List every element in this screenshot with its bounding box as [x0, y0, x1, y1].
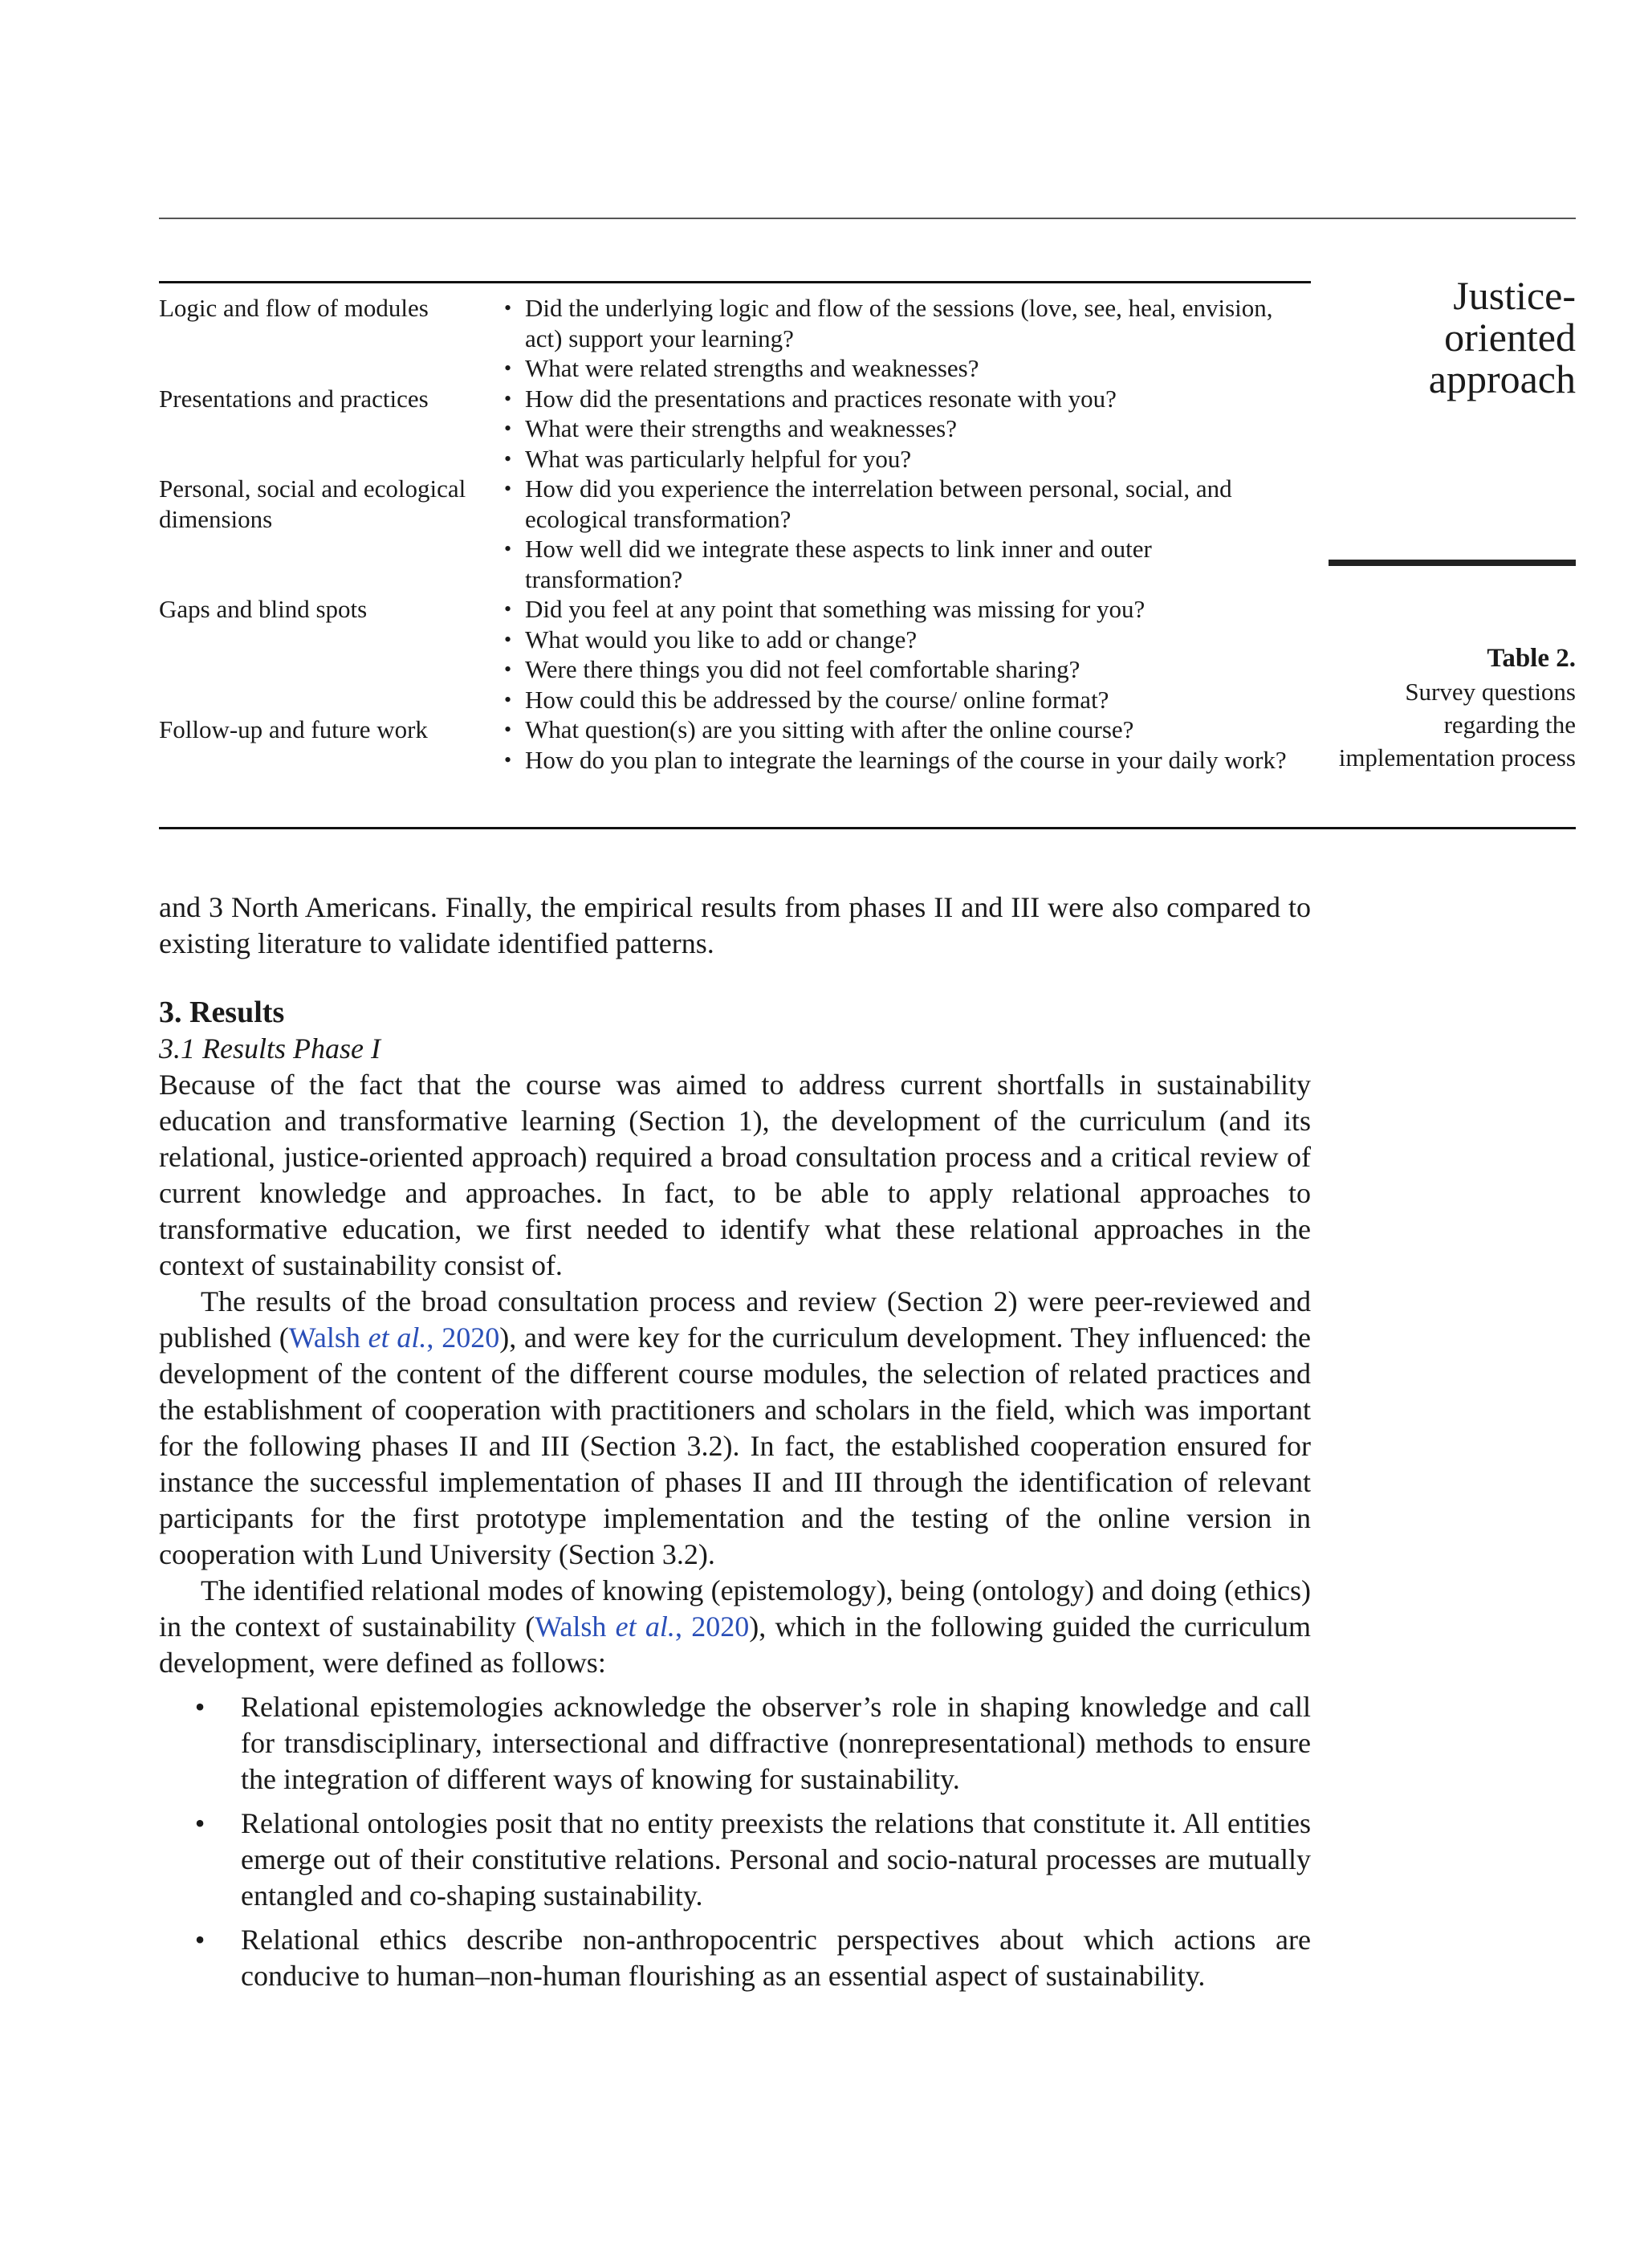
citation-link[interactable]: Walsh et al., 2020: [535, 1610, 750, 1643]
bullet: •: [194, 1691, 206, 1723]
table-row: [159, 384, 1311, 474]
table-question: • Were there things you did not feel comfortable sharing?: [504, 655, 1080, 683]
table-question: • What were related strengths and weaknesses?: [504, 354, 979, 382]
table-row: [159, 474, 1311, 594]
paragraph: The identified relational modes of knowing (epistemology), being (ontology) and doing (ethics) in the context of sustainability (Walsh et al., 2020), which in the following guided the curriculum development, were defined as follows:: [159, 1574, 1312, 1679]
table-label: Table 2.: [1487, 644, 1576, 673]
table-question: • Did you feel at any point that something was missing for you?: [504, 595, 1146, 623]
bullet: •: [504, 477, 512, 500]
bullet: •: [504, 296, 512, 320]
table-question: • How did you experience the interrelation between personal, social, and ecological transformation?: [504, 474, 1232, 533]
bullet: •: [504, 446, 512, 470]
bullet: •: [504, 537, 512, 560]
bullet: •: [504, 718, 512, 741]
table-row: [159, 715, 1311, 775]
running-title: Justice-oriented approach: [1428, 273, 1576, 401]
table-category: Presentations and practices: [159, 384, 429, 413]
table-row: [159, 293, 1311, 384]
table-question: • How well did we integrate these aspects to link inner and outer transformation?: [504, 535, 1152, 593]
table-question: • What were their strengths and weaknesses?: [504, 414, 957, 442]
table-caption: [1319, 642, 1576, 774]
survey-table: [159, 281, 1311, 781]
table-question: • What would you like to add or change?: [504, 625, 918, 654]
bullet: •: [194, 1924, 206, 1956]
table-question: • What was particularly helpful for you?: [504, 444, 912, 473]
table-category: Gaps and blind spots: [159, 595, 368, 623]
table-bottom-rule: [159, 827, 1576, 829]
table-category: Logic and flow of modules: [159, 294, 429, 322]
citation-link[interactable]: Walsh et al., 2020: [288, 1321, 500, 1354]
table-question: • What question(s) are you sitting with after the online course?: [504, 715, 1134, 743]
bullet: •: [504, 687, 512, 711]
paragraph: Because of the fact that the course was aimed to address current shortfalls in sustainability education and transformative learning (Section 1), the development of the curriculum (and its relational, justice-oriented approach) required a broad consultation process and a critical review of current knowledge and approaches. In fact, to be able to apply relational approaches to transformative education, we first needed to identify what these relational approaches in the context of sustainability consist of.: [159, 1069, 1311, 1281]
margin-rule: [1329, 560, 1576, 566]
table-question: • How do you plan to integrate the learnings of the course in your daily work?: [504, 745, 1287, 774]
section-heading: 3. Results: [159, 996, 285, 1029]
paragraph: The results of the broad consultation process and review (Section 2) were peer-reviewed and published (Walsh et al., 2020), and were key for the curriculum development. They influenced: the development of the content of the different course modules, the selection of related practices and the establishment of cooperation with practitioners and scholars in the field, which was important for the following phases II and III (Section 3.2). In fact, the established cooperation ensured for instance the successful implementation of phases II and III through the identification of relevant participants for the first prototype implementation and the testing of the online version in cooperation with Lund University (Section 3.2).: [159, 1285, 1312, 1570]
header-rule: [159, 218, 1576, 219]
bullet: •: [194, 1807, 206, 1839]
table-caption-text: Survey questions regarding the implementation process: [1338, 678, 1576, 772]
subsection-heading: 3.1 Results Phase I: [159, 1032, 380, 1065]
article-body: [159, 890, 1311, 2002]
bullet: •: [504, 658, 512, 681]
list-item: • Relational ontologies posit that no entity preexists the relations that constitute it. All entities emerge out of their constitutive relations. Personal and socio-natural processes are mutually entangled and co-shaping sustainability.: [159, 1806, 1311, 1914]
table-row: [159, 594, 1311, 715]
table-question: • Did the underlying logic and flow of the sessions (love, see, heal, envision, act) support your learning?: [504, 294, 1273, 352]
bullet: •: [504, 386, 512, 410]
bullet: •: [504, 417, 512, 440]
bullet: •: [504, 747, 512, 772]
table-question: • How did the presentations and practices resonate with you?: [504, 384, 1117, 413]
list-item: • Relational ethics describe non-anthropocentric perspectives about which actions are conducive to human–non-human flourishing as an essential aspect of sustainability.: [159, 1922, 1311, 1994]
table-question: • How could this be addressed by the course/ online format?: [504, 685, 1109, 714]
bullet: •: [504, 356, 512, 380]
bullet: •: [504, 597, 512, 621]
bullet: •: [504, 627, 512, 651]
bullet-list: [159, 1689, 1311, 1994]
paragraph: and 3 North Americans. Finally, the empirical results from phases II and III were also compared to existing literature to validate identified patterns.: [159, 891, 1311, 959]
table-category: Personal, social and ecological dimensions: [159, 474, 466, 533]
table-category: Follow-up and future work: [159, 715, 428, 743]
list-item: • Relational epistemologies acknowledge the observer’s role in shaping knowledge and call for transdisciplinary, intersectional and diffractive (nonrepresentational) methods to ensure the integration of different ways of knowing for sustainability.: [159, 1689, 1311, 1798]
